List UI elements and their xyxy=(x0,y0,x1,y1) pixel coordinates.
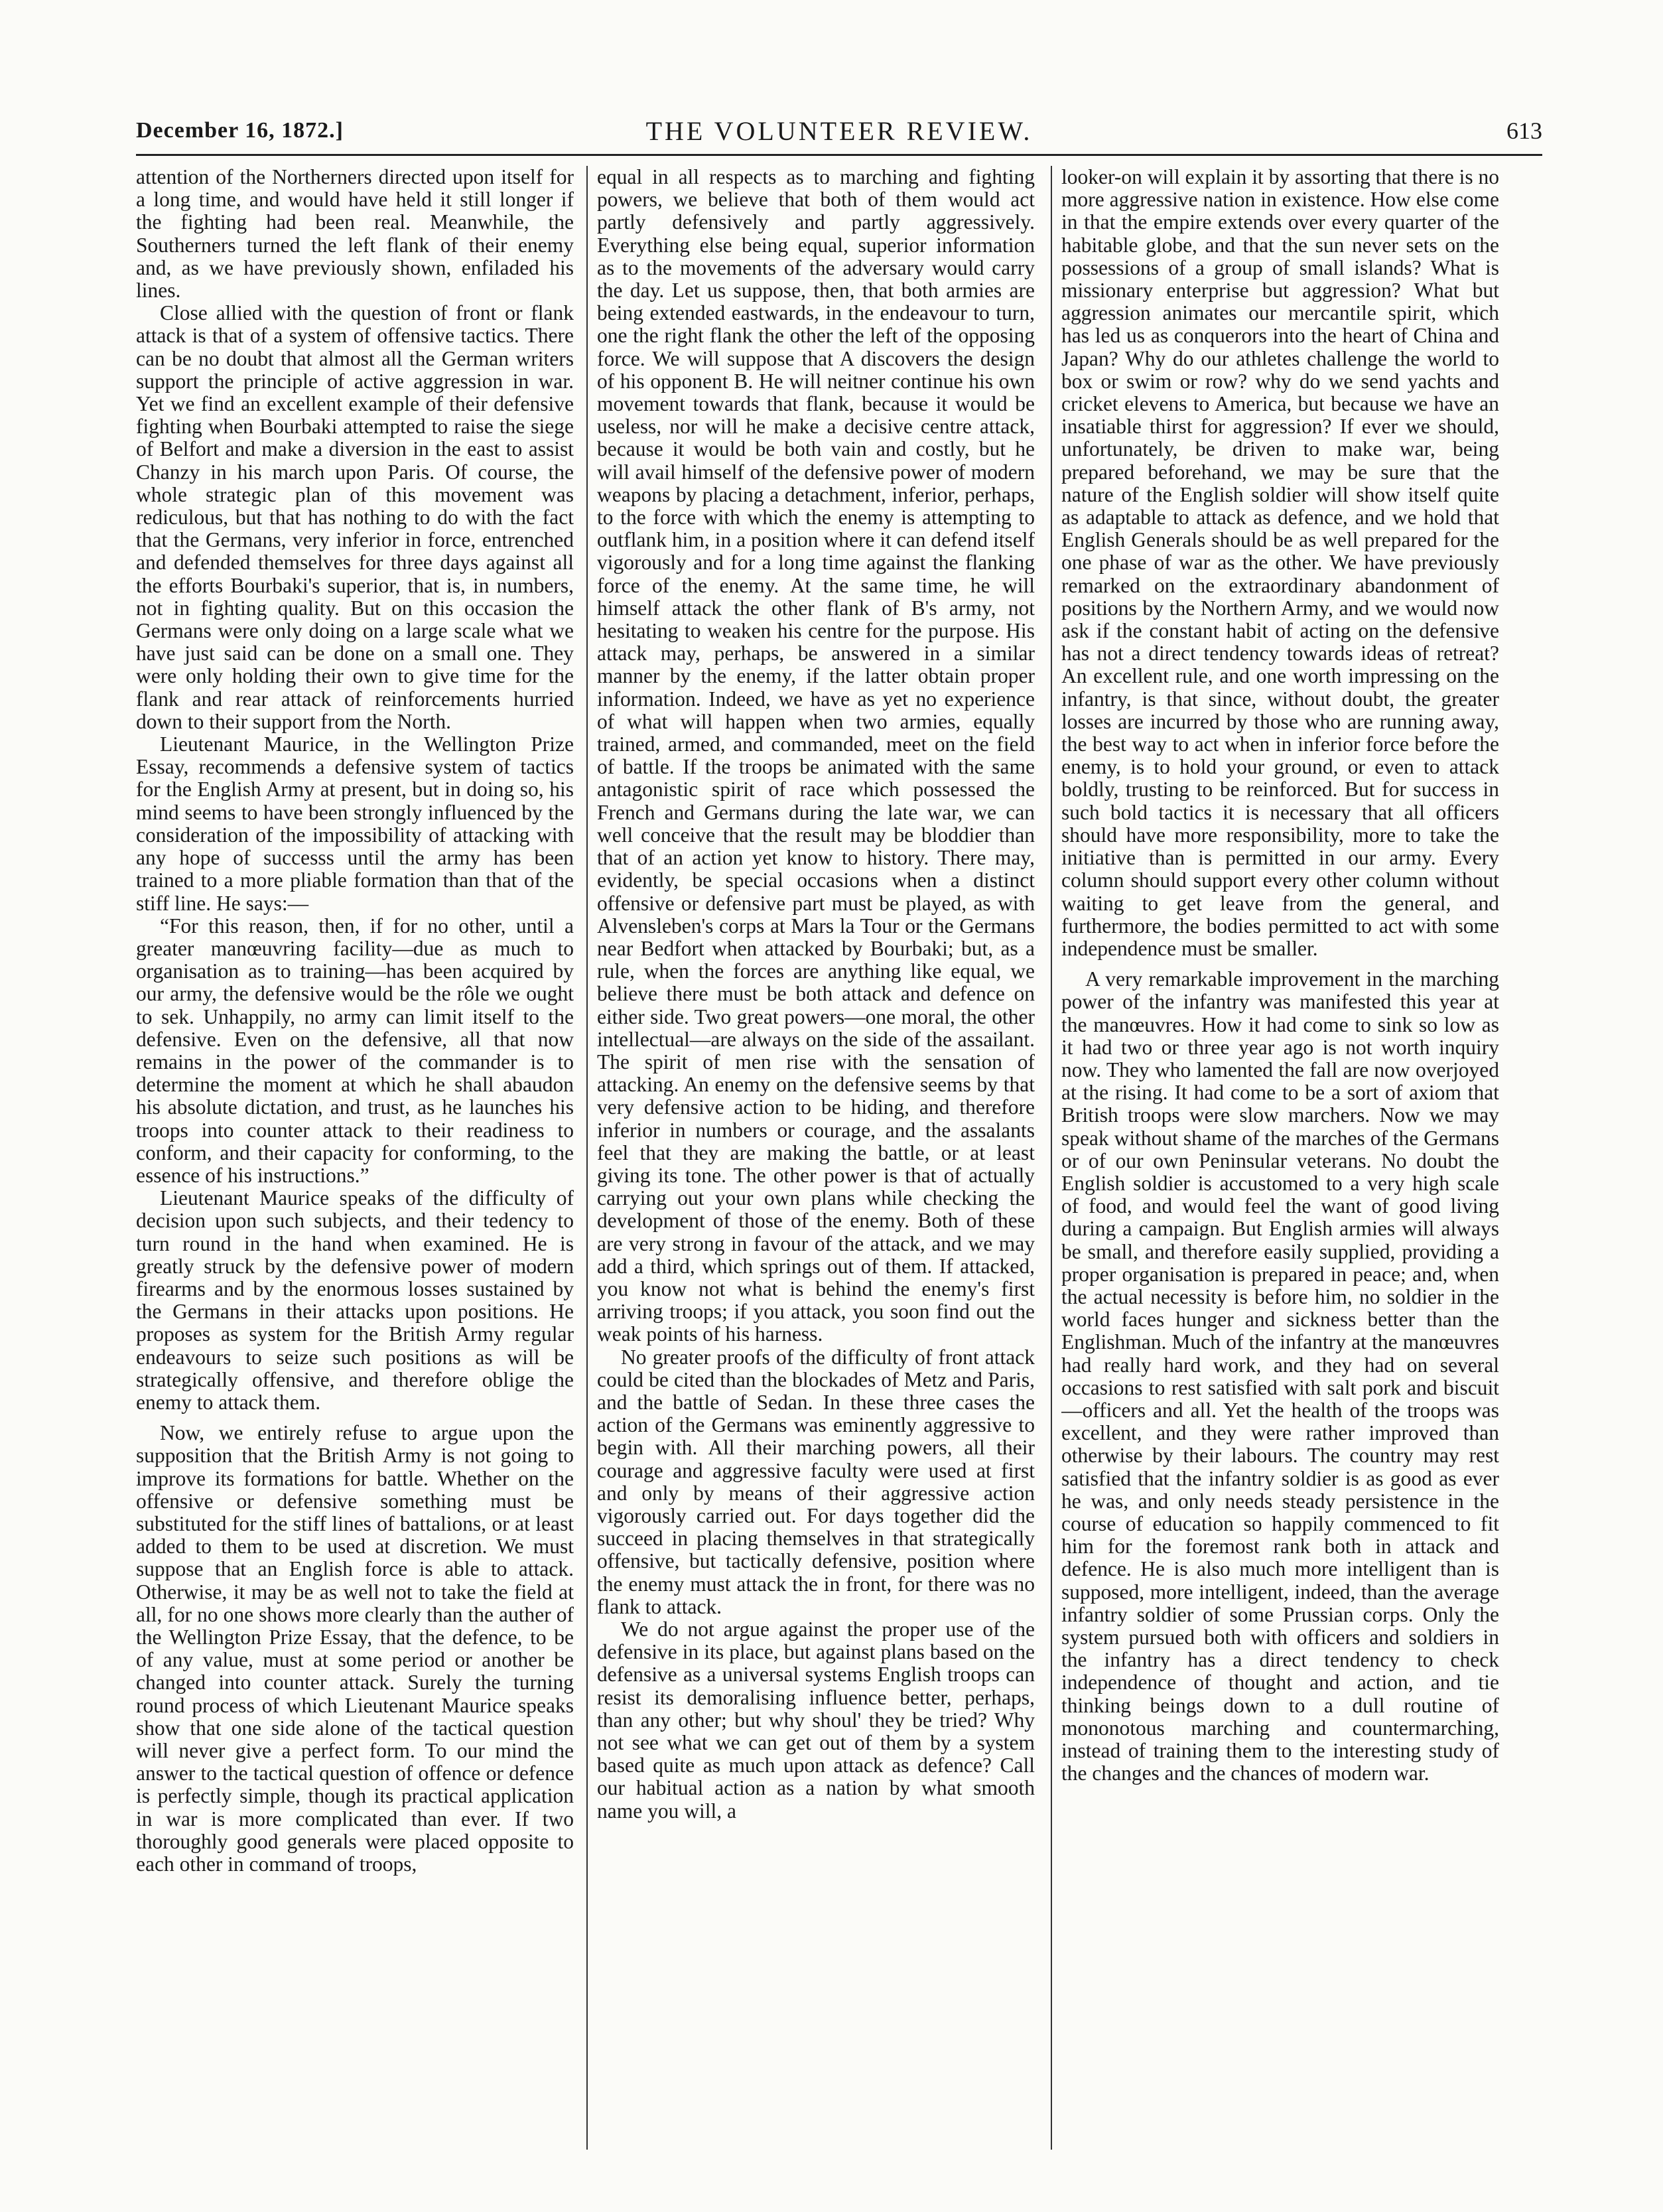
paragraph: looker-on will explain it by assorting that there is no more aggressive nation in existence. How else come in that the empire extends over every quarter of the habitable globe, and that the sun never sets on the possessions of a group of small islands? What is missionary enterprise but aggression? What but aggression animates our mercantile spirit, which has led us as conquerors into the heart of China and Japan? Why do our athletes challenge the world to box or swim or row? why do we send yachts and cricket elevens to America, but because we have an insatiable thirst for aggression? If ever we should, unfortunately, be driven to make war, being prepared beforehand, we may be sure that the nature of the English soldier will show itself quite as adaptable to attack as defence, and we hold that English Generals should be as well prepared for the one phase of war as the other. We have previously remarked on the extraordinary abandonment of positions by the Northern Army, and we would now ask if the constant habit of acting on the defensive has not a direct tendency towards ideas of retreat? An excellent rule, and one worth impressing on the infantry, is that since, without doubt, the greater losses are incurred by those who are running away, the best way to act when in inferior force before the enemy, is to hold your ground, or even to attack boldly, trusting to be reinforced. But for success in such bold tactics it is necessary that all officers should have more responsibility, more to take the initiative than is permitted in our army. Every column should support every other column without waiting to get leave from the general, and furthermore, the bodies permitted to act with some independence must be smaller. xyxy=(1061,166,1499,960)
paragraph: Now, we entirely refuse to argue upon the supposition that the British Army is not going to improve its formations for battle. Whether on the offensive or defensive something must be substituted for the stiff lines of battalions, or at least added to them to be used at discretion. We must suppose that an English force is able to attack. Otherwise, it may be as well not to take the field at all, for no one shows more clearly than the auther of the Wellington Prize Essay, that the defence, to be of any value, must at some period or another be changed into counter attack. Surely the turning round process of which Lieutenant Maurice speaks show that one side alone of the tactical question will never give a perfect form. To our mind the answer to the tactical question of offence or defence is perfectly simple, though its practical application in war is more complicated than ever. If two thoroughly good generals were placed opposite to each other in command of troops, xyxy=(136,1421,574,1876)
column-divider xyxy=(1051,166,1052,2150)
header-rule xyxy=(136,154,1542,156)
text-column-2 xyxy=(597,166,1035,2170)
text-column-1 xyxy=(136,166,574,2170)
column-divider xyxy=(586,166,588,2150)
paragraph: “For this reason, then, if for no other, until a greater manœuvring facility—due as much to organisation as to training—has been acquired by our army, the defensive would be the rôle we ought to sek. Unhappily, no army can limit itself to the defensive. Even on the defensive, all that now remains in the power of the commander is to determine the moment at which he shall abaudon his absolute dictation, and trust, as he launches his troops into counter attack to their readiness to conform, and their capacity for conforming, to the essence of his instructions.” xyxy=(136,914,574,1187)
publication-title: THE VOLUNTEER REVIEW. xyxy=(645,116,1033,146)
paragraph: attention of the Northerners directed upon itself for a long time, and would have held it still longer if the fighting had been real. Meanwhile, the Southerners turned the left flank of their enemy and, as we have previously shown, enfiladed his lines. xyxy=(136,166,574,303)
paragraph: Lieutenant Maurice speaks of the difficulty of decision upon such subjects, and their tedency to turn round in the hand when examined. He is greatly struck by the defensive power of modern firearms and by the enormous losses sustained by the Germans in their attacks upon positions. He proposes as system for the British Army regular endeavours to seize such positions as will be strategically offensive, and therefore oblige the enemy to attack them. xyxy=(136,1186,574,1414)
page-number: 613 xyxy=(1506,117,1542,144)
paragraph: No greater proofs of the difficulty of front attack could be cited than the blockades of Metz and Paris, and the battle of Sedan. In these three cases the action of the Germans was eminently aggressive to begin with. All their marching powers, all their courage and aggressive faculty were used at first and only by means of their aggressive action vigorously carried out. For days together did the succeed in placing themselves in that strategically offensive, but tactically defensive, position where the enemy must attack the in front, for there was no flank to attack. xyxy=(597,1345,1035,1618)
paragraph: Lieutenant Maurice, in the Wellington Prize Essay, recommends a defensive system of tactics for the English Army at present, but in doing so, his mind seems to have been strongly influenced by the consideration of the impossibility of attacking with any hope of successs until the army has been trained to a more pliable formation than that of the stiff line. He says:— xyxy=(136,732,574,915)
paragraph: equal in all respects as to marching and fighting powers, we believe that both of them would act partly defensively and partly aggressively. Everything else being equal, superior information as to the movements of the adversary would carry the day. Let us suppose, then, that both armies are being extended eastwards, in the endeavour to turn, one the right flank the other the left of the opposing force. We will suppose that A discovers the design of his opponent B. He will neitner continue his own movement towards that flank, because it would be useless, nor will he make a decisive centre attack, because it would be both vain and costly, but he will avail himself of the defensive power of modern weapons by placing a detachment, inferior, perhaps, to the force with which the enemy is attempting to outflank him, in a position where it can defend itself vigorously and for a long time against the flanking force of the enemy. At the same time, he will himself attack the other flank of B's army, not hesitating to weaken his centre for the purpose. His attack may, perhaps, be answered in a similar manner by the enemy, if the latter obtain proper information. Indeed, we have as yet no experience of what will happen when two armies, equally trained, armed, and commanded, meet on the field of battle. If the troops be animated with the same antagonistic spirit of race which possessed the French and Germans during the late war, we can well conceive that the result may be bloddier than that of an action yet know to history. There may, evidently, be special occasions when a distinct offensive or defensive part must be played, as with Alvensleben's corps at Mars la Tour or the Germans near Bedfort when attacked by Bourbaki; but, as a rule, when the forces are anything like equal, we believe there must be both attack and defence on either side. Two great powers—one moral, the other intellectual—are always on the side of the assailant. The spirit of men rise with the sensation of attacking. An enemy on the defensive seems by that very defensive action to be hiding, and therefore inferior in numbers or courage, and the assalants feel that they are making the battle, or at least giving its tone. The other power is that of actually carrying out your own plans while checking the development of those of the enemy. Both of these are very strong in favour of the attack, and we may add a third, which springs out of them. If attacked, you know not what is behind the enemy's first arriving troops; if you attack, you soon find out the weak points of his harness. xyxy=(597,166,1035,1346)
text-column-3 xyxy=(1061,166,1499,2170)
paragraph: We do not argue against the proper use of the defensive in its place, but against plans based on the defensive as a universal systems English troops can resist its demoralising influence better, perhaps, than any other; but why shoul' they be tried? Why not see what we can get out of them by a system based quite as much upon attack as defence? Call our habitual action as a nation by what smooth name you will, a xyxy=(597,1618,1035,1823)
issue-date: December 16, 1872.] xyxy=(136,118,344,143)
page-header xyxy=(136,113,1542,153)
paragraph: Close allied with the question of front or flank attack is that of a system of offensive tactics. There can be no doubt that almost all the German writers support the principle of active aggression in war. Yet we find an excellent example of their defensive fighting when Bourbaki attempted to raise the siege of Belfort and make a diversion in the east to assist Chanzy in his march upon Paris. Of course, the whole strategic plan of this movement was rediculous, but that has nothing to do with the fact that the Germans, very inferior in force, entrenched and defended themselves for three days against all the efforts Bourbaki's superior, that is, in numbers, not in fighting quality. But on this occasion the Germans were only doing on a large scale what we have just said can be done on a small one. They were only holding their own to give time for the flank and rear attack of reinforcements hurried down to their support from the North. xyxy=(136,301,574,733)
paragraph: A very remarkable improvement in the marching power of the infantry was manifested this year at the manœuvres. How it had come to sink so low as it had two or three year ago is not worth inquiry now. They who lamented the fall are now overjoyed at the rising. It had come to be a sort of axiom that British troops were slow marchers. Now we may speak without shame of the marches of the Germans or of our own Peninsular veterans. No doubt the English soldier is accustomed to a very high scale of food, and would feel the want of good living during a campaign. But English armies will always be small, and therefore easily supplied, providing a proper organisation is prepared in peace; and, when the actual necessity is before him, no soldier in the world faces hunger and sickness better than the Englishman. Much of the infantry at the manœuvres had really hard work, and they had on several occasions to rest satisfied with salt pork and biscuit—officers and all. Yet the health of the troops was excellent, and they were rather improved than otherwise by their labours. The country may rest satisfied that the infantry soldier is as good as ever he was, and only needs steady persistence in the course of education so happily commenced to fit him for the foremost rank both in attack and defence. He is also much more intelligent than is supposed, more intelligent, indeed, than the average infantry soldier of some Prussian corps. Only the system pursued both with officers and soldiers in the infantry has a direct tendency to check independence of thought and action, and tie thinking beings down to a dull routine of mononotous marching and countermarching, instead of training them to the interesting study of the changes and the chances of modern war. xyxy=(1061,967,1499,1785)
